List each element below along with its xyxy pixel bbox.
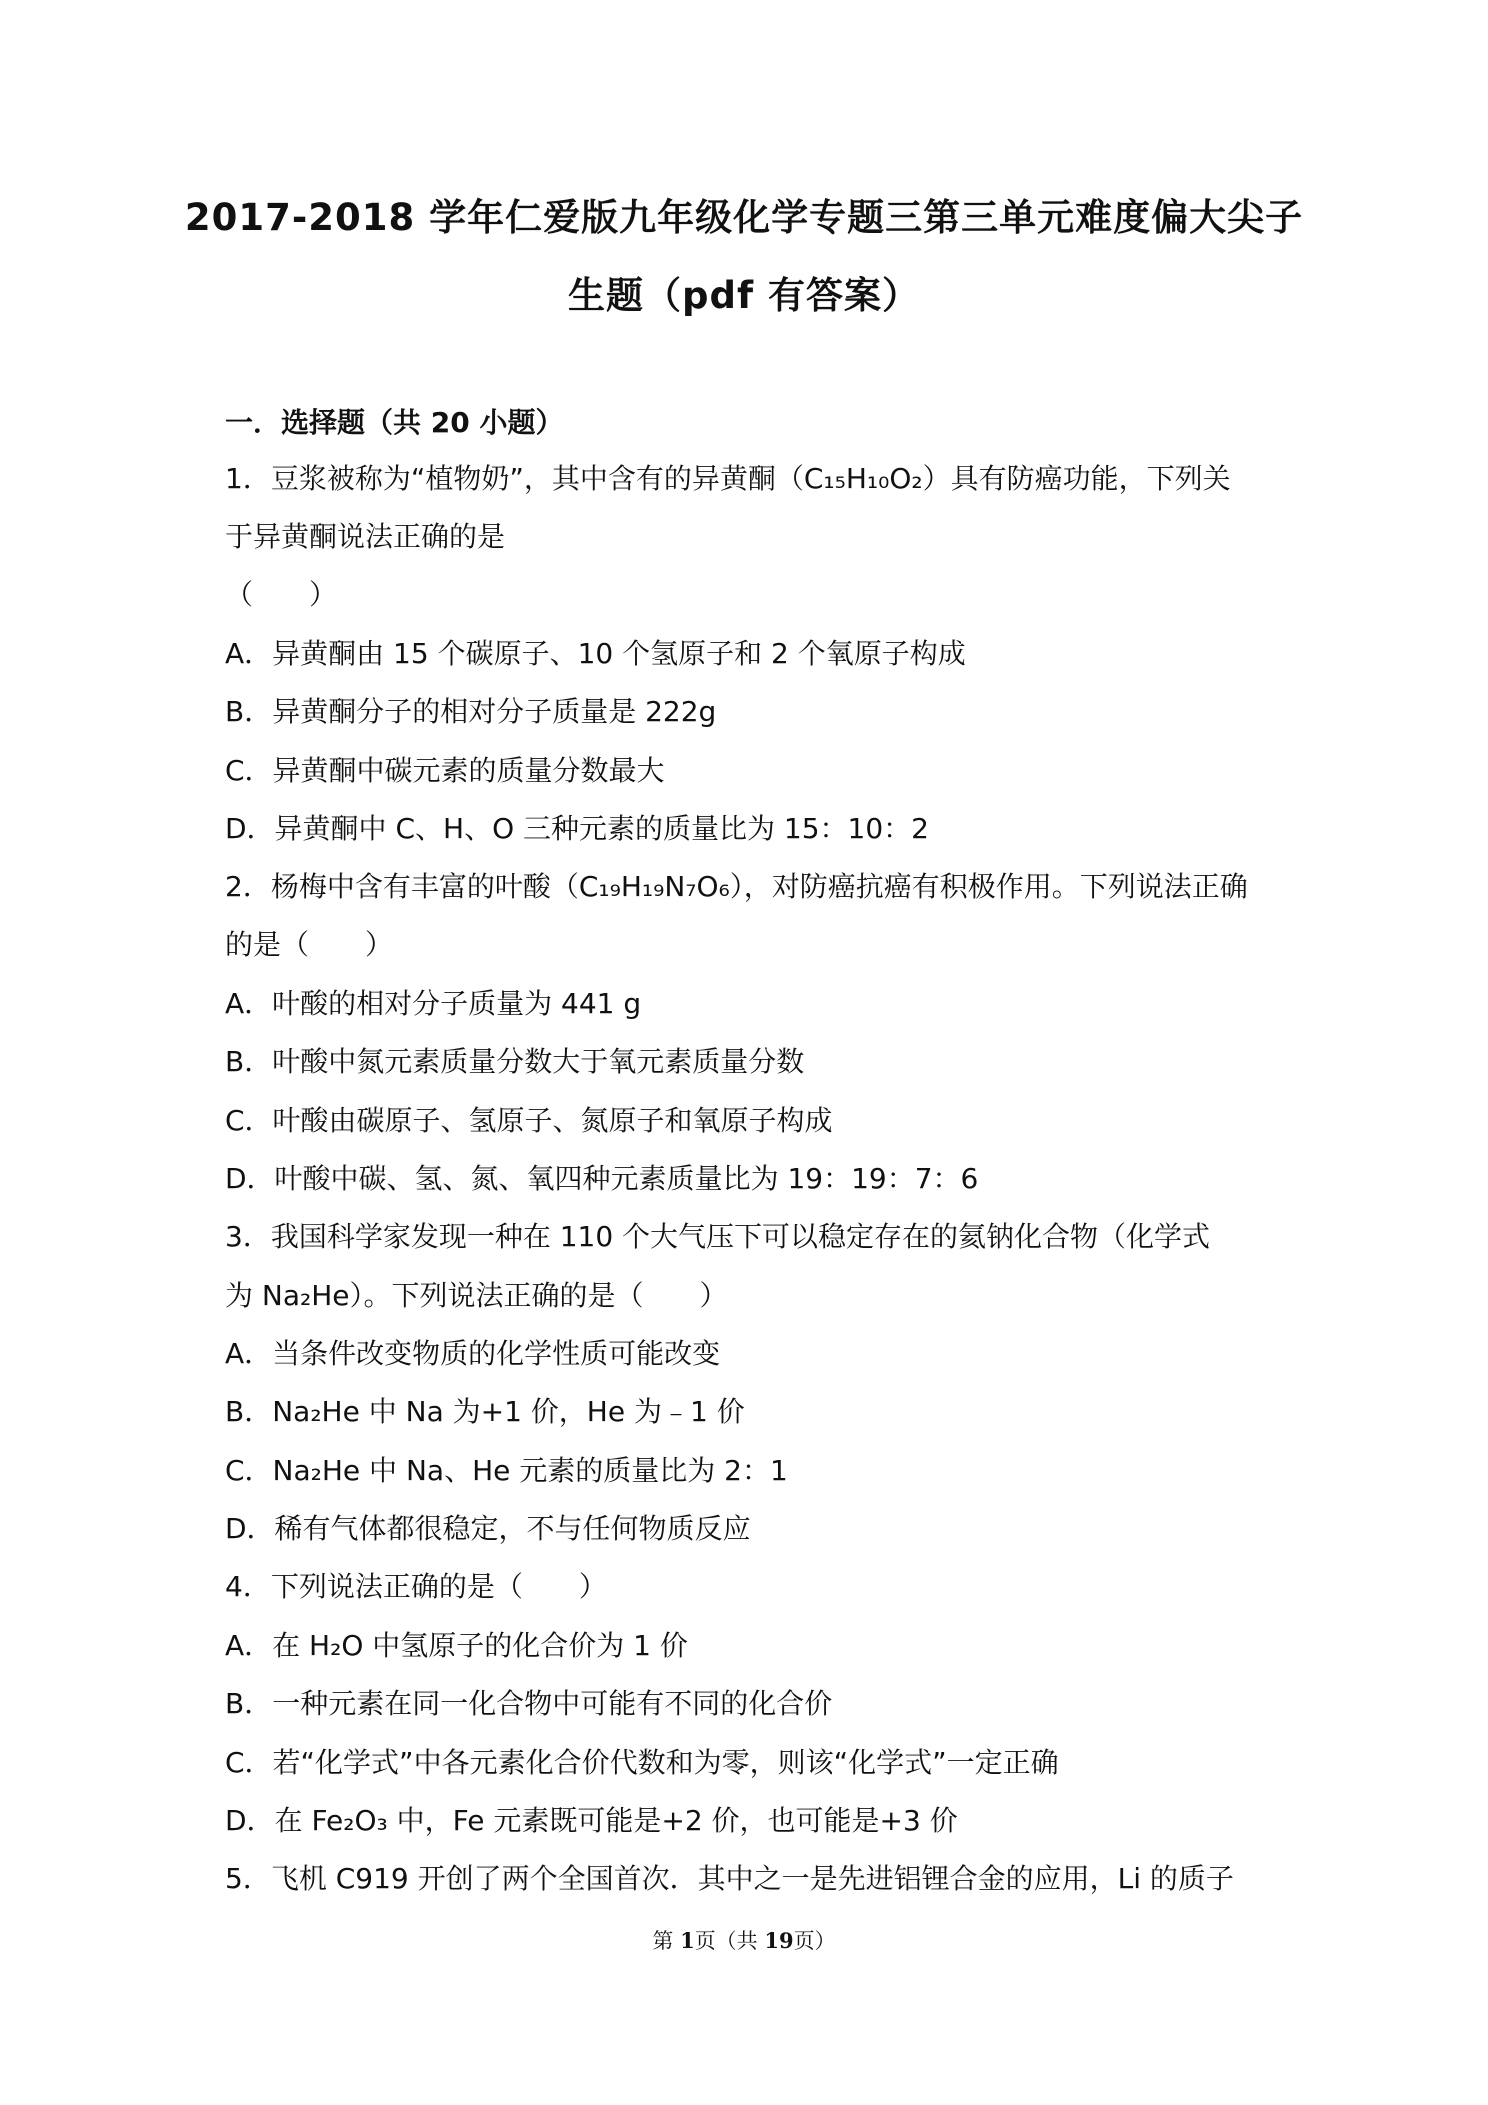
question-3-option-d: D．稀有气体都很稳定，不与任何物质反应 xyxy=(225,1512,751,1545)
question-3-option-b: B．Na₂He 中 Na 为+1 价，He 为﹣1 价 xyxy=(225,1395,745,1428)
question-3-stem-line-1: 3．我国科学家发现一种在 110 个大气压下可以稳定存在的氦钠化合物（化学式 xyxy=(225,1220,1211,1253)
question-2-option-b: B．叶酸中氮元素质量分数大于氧元素质量分数 xyxy=(225,1045,805,1078)
section-heading: 一．选择题（共 20 小题） xyxy=(225,406,564,439)
question-1-option-b: B．异黄酮分子的相对分子质量是 222g xyxy=(225,695,717,728)
question-4-option-d: D．在 Fe₂O₃ 中，Fe 元素既可能是+2 价，也可能是+3 价 xyxy=(225,1804,958,1837)
footer-page-number: 1 xyxy=(680,1928,695,1953)
document-title-line-1: 2017-2018 学年仁爱版九年级化学专题三第三单元难度偏大尖子 xyxy=(184,196,1304,239)
question-2-option-c: C．叶酸由碳原子、氢原子、氮原子和氧原子构成 xyxy=(225,1104,833,1137)
document-title-line-2: 生题（pdf 有答案） xyxy=(568,274,920,317)
question-4-stem: 4．下列说法正确的是（ ） xyxy=(225,1570,607,1603)
question-5-stem-line-1: 5．飞机 C919 开创了两个全国首次．其中之一是先进铝锂合金的应用，Li 的质子 xyxy=(225,1862,1234,1895)
question-3-stem-line-2: 为 Na₂He）。下列说法正确的是（ ） xyxy=(225,1279,728,1312)
question-1-option-c: C．异黄酮中碳元素的质量分数最大 xyxy=(225,754,665,787)
page-footer xyxy=(0,1928,1488,1954)
question-4-option-b: B．一种元素在同一化合物中可能有不同的化合价 xyxy=(225,1687,833,1720)
question-1-option-a: A．异黄酮由 15 个碳原子、10 个氢原子和 2 个氧原子构成 xyxy=(225,637,966,670)
footer-middle: 页（共 xyxy=(694,1929,765,1953)
question-1-answer-blank: （ ） xyxy=(225,578,338,611)
question-2-stem-line-1: 2．杨梅中含有丰富的叶酸（C₁₉H₁₉N₇O₆），对防癌抗癌有积极作用。下列说法正确 xyxy=(225,870,1248,903)
footer-suffix: 页） xyxy=(793,1929,836,1953)
question-3-option-c: C．Na₂He 中 Na、He 元素的质量比为 2：1 xyxy=(225,1454,788,1487)
footer-prefix: 第 xyxy=(652,1929,681,1953)
question-4-option-c: C．若“化学式”中各元素化合价代数和为零，则该“化学式”一定正确 xyxy=(225,1746,1059,1779)
question-1-option-d: D．异黄酮中 C、H、O 三种元素的质量比为 15：10：2 xyxy=(225,812,929,845)
question-3-option-a: A．当条件改变物质的化学性质可能改变 xyxy=(225,1337,721,1370)
question-1-stem-line-1: 1．豆浆被称为“植物奶”，其中含有的异黄酮（C₁₅H₁₀O₂）具有防癌功能，下列关 xyxy=(225,462,1231,495)
footer-total-pages: 19 xyxy=(764,1928,794,1953)
question-1-stem-line-2: 于异黄酮说法正确的是 xyxy=(225,520,506,553)
question-2-stem-line-2: 的是（ ） xyxy=(225,928,394,961)
question-2-option-a: A．叶酸的相对分子质量为 441 g xyxy=(225,987,642,1020)
question-4-option-a: A．在 H₂O 中氢原子的化合价为 1 价 xyxy=(225,1629,688,1662)
question-2-option-d: D．叶酸中碳、氢、氮、氧四种元素质量比为 19：19：7：6 xyxy=(225,1162,979,1195)
